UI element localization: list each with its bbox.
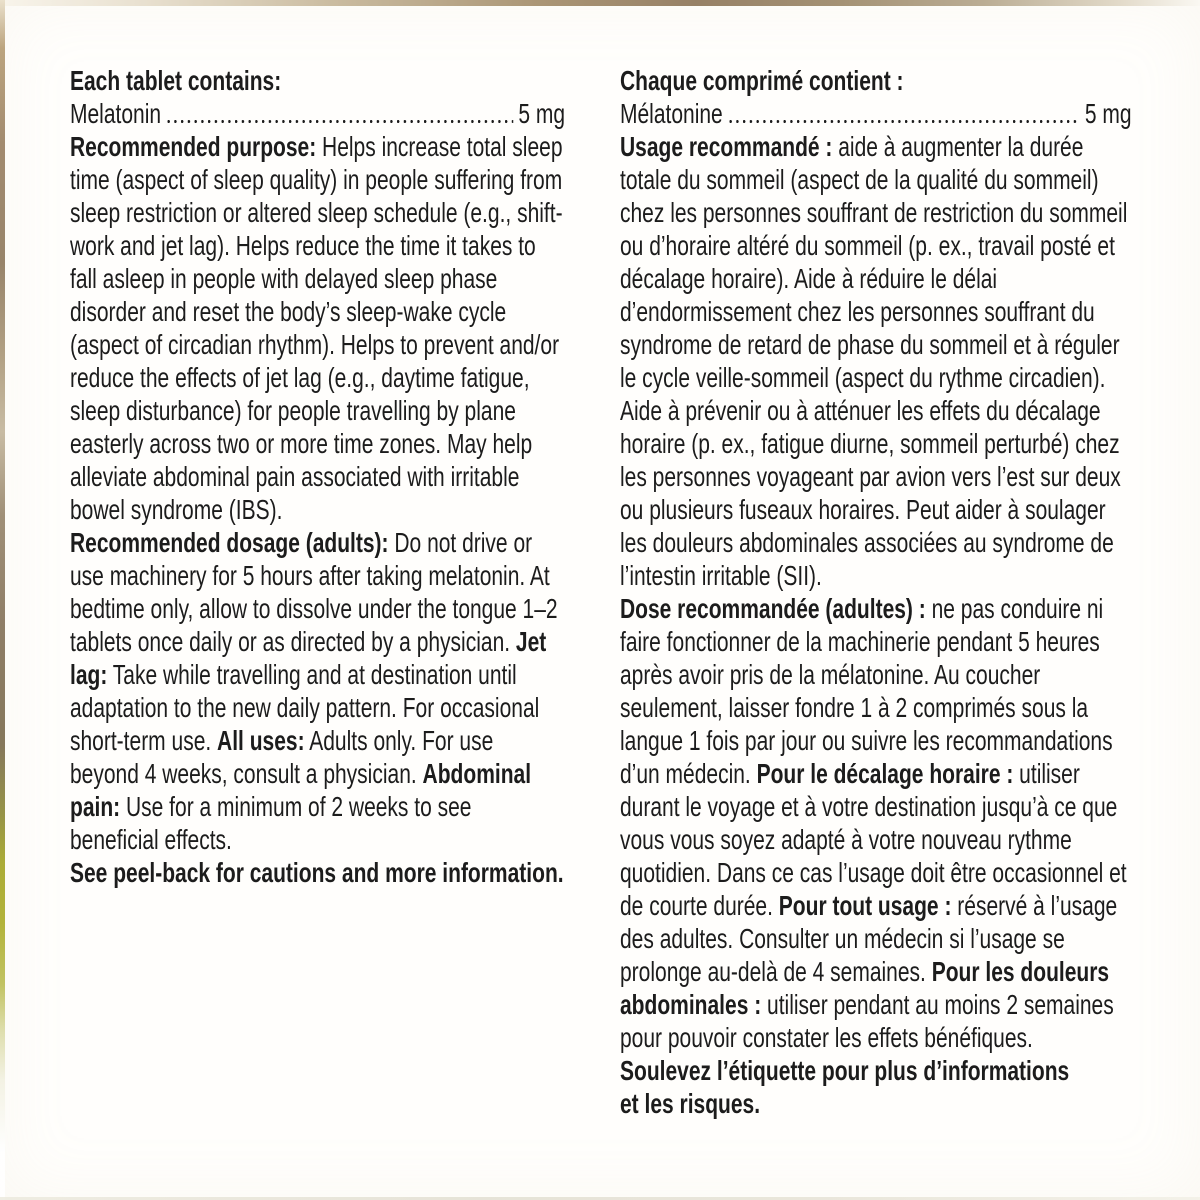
paragraph-text: Adults only. For use beyond 4 weeks, consult a physician. xyxy=(70,725,494,789)
bold-lead: Jet lag: xyxy=(70,626,547,690)
bold-lead: Recommended purpose: xyxy=(70,131,317,162)
paragraph-text: utiliser pendant au moins 2 semaines pour pouvoir constater les effets bénéfiques. xyxy=(620,989,1114,1053)
ingredient-amount-fr: 5 mg xyxy=(1084,98,1132,129)
peel-back-note: See peel-back for cautions and more information. xyxy=(70,857,564,888)
paragraph-text: ne pas conduire ni faire fonctionner de la machinerie pendant 5 heures après avoir pris de la mélatonine. Au coucher seulement, laisser fondre 1 à 2 comprimés sous la langue 1 fois par jour ou suivre les recommandations d’un médecin. xyxy=(620,593,1113,789)
ingredient-row-fr xyxy=(620,97,1132,130)
package-edge-top xyxy=(0,0,1200,6)
column-heading-en: Each tablet contains: xyxy=(70,65,282,96)
bold-lead: All uses: xyxy=(217,725,305,756)
recommended-purpose-paragraph xyxy=(70,130,565,526)
paragraph-text: aide à augmenter la durée totale du sommeil (aspect de la qualité du sommeil) chez les personnes souffrant de restriction du sommeil ou d’horaire altéré du sommeil (p. ex., travail posté et décalage horaire). Aide à réduire le délai d’endormissement chez les personnes souffrant du syndrome de retard de phase du sommeil et à réguler le cycle veille-sommeil (aspect du rythme circadien). Aide à prévenir ou à atténuer les effets du décalage horaire (p. ex., fatigue diurne, sommeil perturbé) chez les personnes voyageant par avion vers l’est sur deux ou plusieurs fuseaux horaires. Peut aider à soulager les douleurs abdominales associées au syndrome de l’intestin irritable (SII). xyxy=(620,131,1128,591)
french-column xyxy=(620,64,1132,1120)
ingredient-row-en xyxy=(70,97,565,130)
recommended-dosage-paragraph xyxy=(70,526,565,856)
bold-lead: Pour le décalage horaire : xyxy=(756,758,1014,789)
ingredient-name-fr: Mélatonine xyxy=(620,98,723,129)
soulevez-note-line2: et les risques. xyxy=(620,1088,761,1119)
bold-lead: Usage recommandé : xyxy=(620,131,833,162)
bold-lead: Recommended dosage (adults): xyxy=(70,527,389,558)
paragraph-text: Use for a minimum of 2 weeks to see beneficial effects. xyxy=(70,791,472,855)
ingredient-name-en: Melatonin xyxy=(70,98,162,129)
usage-recommande-paragraph xyxy=(620,130,1132,592)
column-heading-fr: Chaque comprimé contient : xyxy=(620,65,904,96)
paragraph-text: Helps increase total sleep time (aspect of sleep quality) in people suffering from sleep restriction or altered sleep schedule (e.g., shift-work and jet lag). Helps reduce the time it takes to fall asleep in people with delayed sleep phase disorder and reset the body’s sleep-wake cycle (aspect of circadian rhythm). Helps to prevent and/or reduce the effects of jet lag (e.g., daytime fatigue, sleep disturbance) for people travelling by plane easterly across two or more time zones. May help alleviate abdominal pain associated with irritable bowel syndrome (IBS). xyxy=(70,131,563,525)
paragraph-text: réservé à l’usage des adultes. Consulter un médecin si l’usage se prolonge au-delà de 4 semaines. xyxy=(620,890,1118,987)
dotted-leader-fr xyxy=(729,120,1079,123)
paragraph-text: Do not drive or use machinery for 5 hours after taking melatonin. At bedtime only, allow to dissolve under the tongue 1–2 tablets once daily or as directed by a physician. xyxy=(70,527,558,657)
bold-lead: Abdominal pain: xyxy=(70,758,532,822)
paragraph-text: Take while travelling and at destination until adaptation to the new daily pattern. For occasional short-term use. xyxy=(70,659,540,756)
ingredient-amount-en: 5 mg xyxy=(518,98,565,129)
bold-lead: Pour les douleurs abdominales : xyxy=(620,956,1110,1020)
dose-recommandee-paragraph xyxy=(620,592,1132,1054)
paragraph-text: utiliser durant le voyage et à votre destination jusqu’à ce que vous vous soyez adapté à votre nouveau rythme quotidien. Dans ce cas l’usage doit être occasionnel et de courte durée. xyxy=(620,758,1127,921)
soulevez-note-line1: Soulevez l’étiquette pour plus d’informations xyxy=(620,1055,1070,1086)
package-edge-left xyxy=(0,0,5,1200)
english-column xyxy=(70,64,565,889)
bold-lead: Pour tout usage : xyxy=(778,890,952,921)
bold-lead: Dose recommandée (adultes) : xyxy=(620,593,926,624)
dotted-leader-en xyxy=(168,120,513,123)
